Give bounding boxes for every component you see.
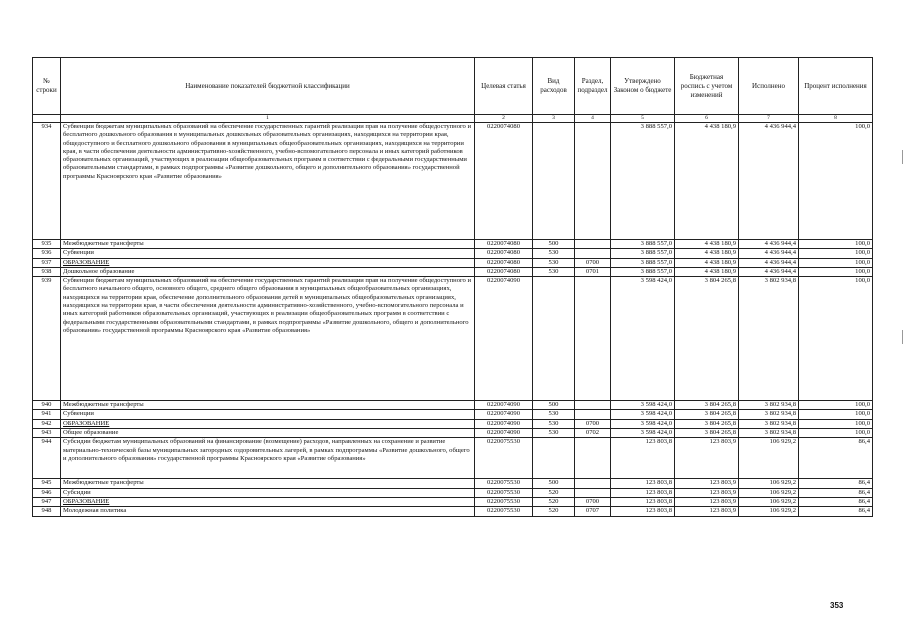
row-approved: 3 598 424,0 [611, 429, 675, 438]
row-budget-schedule: 4 438 180,9 [675, 258, 739, 267]
row-executed: 4 436 944,4 [739, 240, 799, 249]
row-number: 939 [33, 277, 61, 401]
row-number: 936 [33, 249, 61, 258]
row-section [575, 123, 611, 240]
column-number-row [33, 115, 873, 123]
row-target-item: 0220074090 [475, 419, 533, 428]
row-target-item: 0220074090 [475, 429, 533, 438]
row-number: 944 [33, 438, 61, 479]
row-executed: 4 436 944,4 [739, 123, 799, 240]
header-executed: Исполнено [739, 58, 799, 115]
row-number: 935 [33, 240, 61, 249]
row-name: Межбюджетные трансферты [61, 240, 475, 249]
row-percent: 86,4 [799, 488, 873, 497]
scan-edge-mark [902, 330, 903, 344]
table-row [33, 277, 873, 401]
row-number: 947 [33, 497, 61, 506]
row-section [575, 240, 611, 249]
row-approved: 3 598 424,0 [611, 401, 675, 410]
row-section: 0700 [575, 419, 611, 428]
column-number: 4 [575, 115, 611, 123]
row-approved: 3 598 424,0 [611, 277, 675, 401]
row-number: 934 [33, 123, 61, 240]
row-executed: 106 929,2 [739, 438, 799, 479]
row-percent: 86,4 [799, 438, 873, 479]
row-budget-schedule: 3 804 265,8 [675, 277, 739, 401]
row-expense-type: 500 [533, 479, 575, 488]
row-budget-schedule: 123 803,9 [675, 479, 739, 488]
row-budget-schedule: 4 438 180,9 [675, 240, 739, 249]
row-percent: 100,0 [799, 240, 873, 249]
row-approved: 3 888 557,0 [611, 258, 675, 267]
row-approved: 123 803,8 [611, 438, 675, 479]
row-target-item: 0220074080 [475, 258, 533, 267]
row-number: 937 [33, 258, 61, 267]
row-name: ОБРАЗОВАНИЕ [61, 419, 475, 428]
row-percent: 100,0 [799, 419, 873, 428]
row-name: Субвенции [61, 410, 475, 419]
row-number: 940 [33, 401, 61, 410]
row-expense-type: 530 [533, 429, 575, 438]
column-number [33, 115, 61, 123]
row-percent: 100,0 [799, 249, 873, 258]
row-name: ОБРАЗОВАНИЕ [61, 258, 475, 267]
row-target-item: 0220075530 [475, 479, 533, 488]
row-section [575, 277, 611, 401]
row-executed: 3 802 934,8 [739, 277, 799, 401]
table-row [33, 249, 873, 258]
row-expense-type: 530 [533, 267, 575, 276]
row-budget-schedule: 123 803,9 [675, 507, 739, 516]
row-budget-schedule: 123 803,9 [675, 438, 739, 479]
row-name: Молодежная политика [61, 507, 475, 516]
row-budget-schedule: 123 803,9 [675, 497, 739, 506]
row-percent: 100,0 [799, 123, 873, 240]
row-executed: 3 802 934,8 [739, 401, 799, 410]
row-target-item: 0220074090 [475, 410, 533, 419]
row-target-item: 0220075530 [475, 497, 533, 506]
table-row [33, 240, 873, 249]
row-approved: 3 888 557,0 [611, 240, 675, 249]
row-approved: 3 598 424,0 [611, 419, 675, 428]
header-approved: Утверждено Законом о бюджете [611, 58, 675, 115]
header-percent: Процент исполнения [799, 58, 873, 115]
row-section [575, 479, 611, 488]
row-target-item: 0220074090 [475, 277, 533, 401]
row-expense-type: 530 [533, 410, 575, 419]
row-percent: 86,4 [799, 497, 873, 506]
row-expense-type [533, 277, 575, 401]
table-row [33, 419, 873, 428]
row-percent: 100,0 [799, 410, 873, 419]
row-approved: 123 803,8 [611, 507, 675, 516]
column-number: 3 [533, 115, 575, 123]
row-target-item: 0220075530 [475, 438, 533, 479]
row-target-item: 0220074080 [475, 249, 533, 258]
row-budget-schedule: 123 803,9 [675, 488, 739, 497]
header-target-item: Целевая статья [475, 58, 533, 115]
row-expense-type: 530 [533, 258, 575, 267]
row-approved: 123 803,8 [611, 488, 675, 497]
row-name: Субсидии [61, 488, 475, 497]
table-row [33, 488, 873, 497]
row-target-item: 0220074080 [475, 267, 533, 276]
row-name: Межбюджетные трансферты [61, 401, 475, 410]
row-target-item: 0220074090 [475, 401, 533, 410]
row-name: Дошкольное образование [61, 267, 475, 276]
column-number: 5 [611, 115, 675, 123]
table-row [33, 497, 873, 506]
row-executed: 3 802 934,8 [739, 419, 799, 428]
row-percent: 100,0 [799, 267, 873, 276]
table-row [33, 479, 873, 488]
row-executed: 106 929,2 [739, 488, 799, 497]
table-row [33, 507, 873, 516]
row-section [575, 410, 611, 419]
row-section [575, 249, 611, 258]
row-target-item: 0220075530 [475, 488, 533, 497]
row-executed: 4 436 944,4 [739, 249, 799, 258]
table-row [33, 123, 873, 240]
row-budget-schedule: 4 438 180,9 [675, 267, 739, 276]
row-expense-type: 520 [533, 507, 575, 516]
header-section: Раздел, подраздел [575, 58, 611, 115]
row-name: ОБРАЗОВАНИЕ [61, 497, 475, 506]
row-expense-type [533, 123, 575, 240]
row-budget-schedule: 3 804 265,8 [675, 419, 739, 428]
row-executed: 106 929,2 [739, 507, 799, 516]
row-expense-type: 530 [533, 419, 575, 428]
row-executed: 106 929,2 [739, 479, 799, 488]
row-expense-type: 520 [533, 488, 575, 497]
row-approved: 123 803,8 [611, 479, 675, 488]
row-budget-schedule: 3 804 265,8 [675, 429, 739, 438]
row-percent: 100,0 [799, 401, 873, 410]
row-name: Субвенции бюджетам муниципальных образований на обеспечение государственных гарантий реализации прав на получение общедоступного и бесплатного дошкольного образования в муниципальных дошкольных образовательных организациях, находящихся на территории края, общедоступного и бесплатного дошкольного образования в муниципальных общеобразовательных организациях, находящихся на территории края, в части обеспечения деятельности административно-хозяйственного, учебно-вспомогательного персонала и иных категорий работников образовательных организаций, участвующих в реализации общеобразовательных программ в соответствии с федеральными государственными образовательными стандартами, в рамках подпрограммы «Развитие дошкольного, общего и дополнительного образования» государственной программы Красноярского края «Развитие образования» [61, 123, 475, 240]
row-target-item: 0220074080 [475, 240, 533, 249]
row-name: Субвенции бюджетам муниципальных образований на обеспечение государственных гарантий реализации прав на получение общедоступного и бесплатного начального общего, основного общего, среднего общего образования в муниципальных общеобразовательных организациях, находящихся на территории края, обеспечение дополнительного образования детей в муниципальных общеобразовательных организациях, находящихся на территории края, в части обеспечения деятельности административно-хозяйственного, учебно-вспомогательного персонала и иных категорий работников образовательных организаций, участвующих в реализации общеобразовательных программ в соответствии с федеральными государственными образовательными стандартами, в рамках подпрограммы «Развитие дошкольного, общего и дополнительного образования» государственной программы Красноярского края «Развитие образования» [61, 277, 475, 401]
row-approved: 3 888 557,0 [611, 123, 675, 240]
column-number: 1 [61, 115, 475, 123]
row-approved: 3 888 557,0 [611, 249, 675, 258]
row-percent: 100,0 [799, 429, 873, 438]
header-row-number: № строки [33, 58, 61, 115]
row-executed: 4 436 944,4 [739, 258, 799, 267]
row-name: Субвенции [61, 249, 475, 258]
table-row [33, 438, 873, 479]
row-percent: 86,4 [799, 479, 873, 488]
row-approved: 123 803,8 [611, 497, 675, 506]
row-section: 0707 [575, 507, 611, 516]
row-executed: 106 929,2 [739, 497, 799, 506]
row-section [575, 401, 611, 410]
row-section: 0701 [575, 267, 611, 276]
row-number: 948 [33, 507, 61, 516]
row-target-item: 0220075530 [475, 507, 533, 516]
row-executed: 3 802 934,8 [739, 410, 799, 419]
row-number: 943 [33, 429, 61, 438]
header-indicator-name: Наименование показателей бюджетной классификации [61, 58, 475, 115]
row-section: 0702 [575, 429, 611, 438]
column-number: 7 [739, 115, 799, 123]
column-number: 6 [675, 115, 739, 123]
row-expense-type: 500 [533, 401, 575, 410]
row-expense-type: 520 [533, 497, 575, 506]
page-number: 353 [830, 601, 844, 610]
row-name: Общее образование [61, 429, 475, 438]
table-row [33, 429, 873, 438]
row-number: 941 [33, 410, 61, 419]
row-percent: 100,0 [799, 277, 873, 401]
row-budget-schedule: 4 438 180,9 [675, 249, 739, 258]
row-number: 942 [33, 419, 61, 428]
row-number: 945 [33, 479, 61, 488]
row-target-item: 0220074080 [475, 123, 533, 240]
row-name: Межбюджетные трансферты [61, 479, 475, 488]
column-number: 2 [475, 115, 533, 123]
column-number: 8 [799, 115, 873, 123]
row-number: 938 [33, 267, 61, 276]
scan-edge-mark [902, 150, 903, 164]
budget-table [32, 57, 873, 517]
row-approved: 3 888 557,0 [611, 267, 675, 276]
table-row [33, 258, 873, 267]
header-expense-type: Вид расходов [533, 58, 575, 115]
row-section: 0700 [575, 258, 611, 267]
table-row [33, 401, 873, 410]
row-expense-type: 500 [533, 240, 575, 249]
row-budget-schedule: 4 438 180,9 [675, 123, 739, 240]
row-section [575, 438, 611, 479]
row-section [575, 488, 611, 497]
row-approved: 3 598 424,0 [611, 410, 675, 419]
row-number: 946 [33, 488, 61, 497]
row-name: Субсидии бюджетам муниципальных образований на финансирование (возмещение) расходов, направленных на сохранение и развитие материально-технической базы муниципальных загородных оздоровительных лагерей, в рамках подпрограммы «Развитие дошкольного, общего и дополнительного образования» государственной программы Красноярского края «Развитие образования» [61, 438, 475, 479]
header-budget-schedule: Бюджетная роспись с учетом изменений [675, 58, 739, 115]
row-expense-type [533, 438, 575, 479]
row-budget-schedule: 3 804 265,8 [675, 410, 739, 419]
row-executed: 4 436 944,4 [739, 267, 799, 276]
row-executed: 3 802 934,8 [739, 429, 799, 438]
table-row [33, 267, 873, 276]
row-budget-schedule: 3 804 265,8 [675, 401, 739, 410]
row-section: 0700 [575, 497, 611, 506]
table-header-row [33, 58, 873, 115]
row-percent: 100,0 [799, 258, 873, 267]
table-row [33, 410, 873, 419]
row-expense-type: 530 [533, 249, 575, 258]
row-percent: 86,4 [799, 507, 873, 516]
